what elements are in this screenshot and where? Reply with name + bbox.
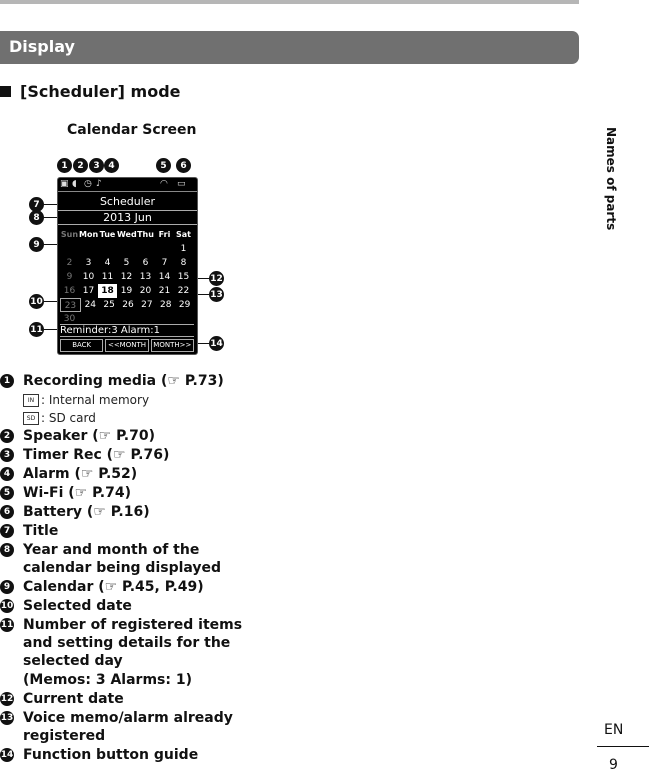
item-number: 13 — [0, 713, 14, 723]
item-number: 4 — [0, 467, 14, 481]
item-text: Number of registered items and setting details for the selected day — [23, 617, 243, 669]
alarm-icon: ♪ — [96, 179, 102, 189]
day-cell[interactable]: 10 — [82, 272, 95, 282]
item-text: Title — [23, 523, 59, 539]
callout-2: 2 — [73, 158, 88, 173]
day-cell[interactable]: 17 — [82, 286, 95, 296]
weekday-row — [60, 228, 194, 242]
day-cell[interactable]: 22 — [177, 286, 190, 296]
callout-1: 1 — [57, 158, 72, 173]
parts-list — [0, 372, 270, 765]
day-cell[interactable] — [155, 242, 174, 256]
item-text: Voice memo/alarm already registered — [23, 710, 233, 744]
callout-13: 13 — [209, 287, 224, 302]
day-cell[interactable]: 8 — [180, 258, 187, 268]
day-cell-memo[interactable]: 11 — [101, 272, 114, 282]
list-item — [0, 616, 270, 670]
screen-title: Scheduler — [99, 195, 156, 208]
item-text: Selected date — [23, 598, 132, 614]
function-button-guide — [60, 339, 194, 352]
weekday-fri: Fri — [158, 230, 171, 239]
day-cell[interactable] — [117, 242, 136, 256]
day-cell[interactable]: 13 — [139, 272, 152, 282]
week-row — [60, 242, 194, 256]
day-cell[interactable]: 19 — [120, 286, 133, 296]
week-row — [60, 284, 194, 298]
mode-prefix: [ — [20, 82, 28, 101]
list-item — [0, 709, 270, 745]
list-item — [0, 484, 270, 502]
bullet-square-icon — [0, 86, 11, 97]
callout-10: 10 — [29, 294, 44, 309]
week-row — [60, 270, 194, 284]
item-number: 2 — [0, 429, 14, 443]
current-date-cell[interactable]: 18 — [98, 284, 117, 298]
weekday-sat: Sat — [176, 230, 191, 239]
item-text: Calendar (☞ P.45, P.49) — [23, 579, 204, 595]
item-text: Timer Rec (☞ P.76) — [23, 447, 170, 463]
item-number: 5 — [0, 486, 14, 500]
item-number: 10 — [0, 601, 14, 611]
reminder-line: Reminder:3 Alarm:1 — [60, 324, 194, 337]
list-item — [0, 690, 270, 708]
day-cell[interactable]: 21 — [158, 286, 171, 296]
day-cell[interactable]: 24 — [84, 300, 97, 310]
item-text: Wi-Fi (☞ P.74) — [23, 485, 132, 501]
item-number: 8 — [0, 543, 14, 557]
list-item — [0, 578, 270, 596]
list-subitem — [0, 391, 270, 409]
list-item — [0, 427, 270, 445]
day-cell[interactable]: 9 — [66, 272, 73, 282]
day-cell[interactable]: 5 — [123, 258, 130, 268]
weekday-tue: Tue — [99, 230, 116, 239]
day-cell[interactable]: 25 — [103, 300, 115, 310]
list-item — [0, 597, 270, 615]
day-cell[interactable]: 3 — [85, 258, 92, 268]
device-screen — [57, 177, 198, 355]
wifi-icon: ◠ — [160, 179, 168, 189]
list-item-continuation — [0, 671, 270, 689]
list-item — [0, 465, 270, 483]
day-cell[interactable]: 26 — [122, 300, 134, 310]
day-cell[interactable]: 15 — [177, 272, 190, 282]
mode-name: Scheduler — [27, 82, 118, 101]
calendar-grid — [60, 228, 194, 326]
list-item — [0, 503, 270, 521]
day-cell[interactable] — [79, 242, 98, 256]
status-bar — [58, 178, 197, 192]
list-item — [0, 372, 270, 390]
day-cell[interactable]: 28 — [160, 300, 172, 310]
item-text: Speaker (☞ P.70) — [23, 428, 155, 444]
timer-rec-icon: ◷ — [84, 179, 92, 189]
day-cell[interactable]: 1 — [180, 244, 187, 254]
item-text: Year and month of the calendar being displayed — [23, 542, 222, 576]
list-subitem — [0, 409, 270, 427]
day-cell[interactable]: 20 — [139, 286, 152, 296]
section-header-bar — [0, 31, 579, 64]
callout-8: 8 — [29, 210, 44, 225]
item-text: Battery (☞ P.16) — [23, 504, 150, 520]
callout-7: 7 — [29, 197, 44, 212]
subitem-text: : SD card — [41, 411, 96, 425]
day-cell[interactable]: 2 — [66, 258, 73, 268]
mode-suffix: ] mode — [117, 82, 181, 101]
day-cell[interactable]: 6 — [142, 258, 149, 268]
item-number: 3 — [0, 448, 14, 462]
day-cell[interactable]: 27 — [141, 300, 153, 310]
day-cell[interactable]: 16 — [63, 286, 76, 296]
day-cell[interactable] — [60, 242, 79, 256]
weekday-sun: Sun — [60, 230, 79, 239]
week-row — [60, 298, 194, 312]
day-cell[interactable] — [136, 242, 155, 256]
prev-month-button[interactable]: <<MONTH — [105, 339, 148, 352]
day-cell[interactable]: 7 — [161, 258, 168, 268]
callout-3: 3 — [89, 158, 104, 173]
day-cell[interactable]: 12 — [120, 272, 133, 282]
callout-6: 6 — [176, 158, 191, 173]
item-number: 1 — [0, 374, 14, 388]
calendar-screen-label: Calendar Screen — [67, 122, 197, 138]
list-item — [0, 522, 270, 540]
list-item — [0, 446, 270, 464]
item-number: 14 — [0, 750, 14, 760]
day-cell[interactable]: 30 — [63, 314, 76, 324]
item-number: 9 — [0, 580, 14, 594]
list-item — [0, 746, 270, 764]
section-title: Display — [9, 37, 75, 56]
callout-9: 9 — [29, 237, 44, 252]
callout-4: 4 — [104, 158, 119, 173]
item-text: (Memos: 3 Alarms: 1) — [23, 672, 192, 688]
callout-5: 5 — [156, 158, 171, 173]
recording-media-icon: ▣ — [60, 179, 69, 189]
selected-date-cell[interactable]: 23 — [60, 298, 81, 312]
side-tab-label: Names of parts — [604, 127, 618, 231]
weekday-wed: Wed — [117, 230, 137, 239]
item-text: Current date — [23, 691, 124, 707]
day-cell-memo[interactable]: 14 — [158, 272, 171, 282]
day-cell[interactable]: 29 — [178, 300, 191, 310]
item-text: Recording media (☞ P.73) — [23, 373, 224, 389]
back-button[interactable]: BACK — [60, 339, 103, 352]
page-number: 9 — [609, 757, 618, 773]
weekday-mon: Mon — [79, 230, 99, 239]
list-item — [0, 541, 270, 577]
footer-rule — [597, 746, 649, 747]
item-number: 7 — [0, 524, 14, 538]
item-number: 6 — [0, 505, 14, 519]
language-label: EN — [604, 722, 624, 738]
speaker-icon: ◖ — [72, 179, 77, 189]
callout-12: 12 — [209, 271, 224, 286]
screen-month: 2013 Jun — [58, 210, 197, 225]
item-number: 11 — [0, 620, 14, 630]
week-row — [60, 256, 194, 270]
next-month-button[interactable]: MONTH>> — [151, 339, 194, 352]
battery-icon: ▭ — [177, 179, 186, 189]
top-rule — [0, 0, 579, 4]
day-cell[interactable] — [98, 242, 117, 256]
callout-11: 11 — [29, 322, 44, 337]
sd-card-icon: SD — [23, 412, 39, 425]
weekday-thu: Thu — [137, 230, 154, 239]
callout-14: 14 — [209, 336, 224, 351]
item-text: Alarm (☞ P.52) — [23, 466, 138, 482]
internal-memory-icon: IN — [23, 394, 39, 407]
item-number: 12 — [0, 694, 14, 704]
item-text: Function button guide — [23, 747, 199, 763]
subitem-text: : Internal memory — [41, 393, 150, 407]
day-cell[interactable]: 4 — [104, 258, 111, 268]
mode-heading — [0, 82, 181, 101]
